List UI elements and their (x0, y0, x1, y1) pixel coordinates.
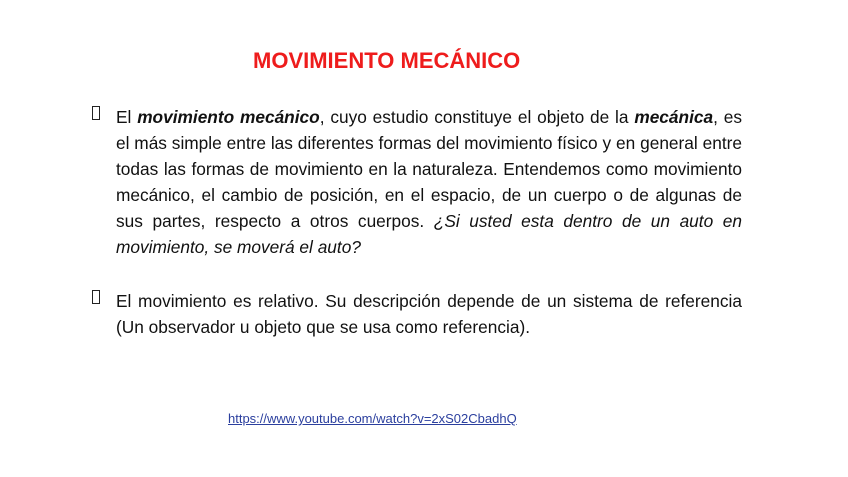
bullet-text-1 (116, 104, 742, 260)
bullet-item-1 (92, 104, 742, 260)
bullet-item-2 (92, 288, 742, 340)
emphasis-term: mecánica (634, 107, 714, 127)
text-segment: , cuyo estudio constituye el objeto de la (319, 107, 635, 127)
bullet-text-2 (116, 288, 742, 340)
emphasis-term: movimiento mecánico (137, 107, 320, 127)
text-segment: El movimiento es relativo. Su descripción depende de un sistema de referencia (Un observador u objeto que se usa como referencia). (116, 291, 742, 337)
youtube-link[interactable]: https://www.youtube.com/watch?v=2xS02CbadhQ (228, 411, 517, 426)
question-text: ¿Si usted esta dentro de un auto en movimiento, se moverá el auto? (116, 211, 743, 257)
text-segment: El (116, 107, 138, 127)
text-segment: , es el más simple entre las diferentes formas del movimiento físico y en general entre todas las formas de movimiento en la naturaleza. Entendemos como movimiento mecánico, el cambio de posición, en el espacio, de un cuerpo o de algunas de sus partes, respecto a otros cuerpos. (116, 107, 742, 231)
bullet-box-icon (92, 290, 100, 304)
bullet-box-icon (92, 106, 100, 120)
slide-title: MOVIMIENTO MECÁNICO (253, 48, 521, 73)
